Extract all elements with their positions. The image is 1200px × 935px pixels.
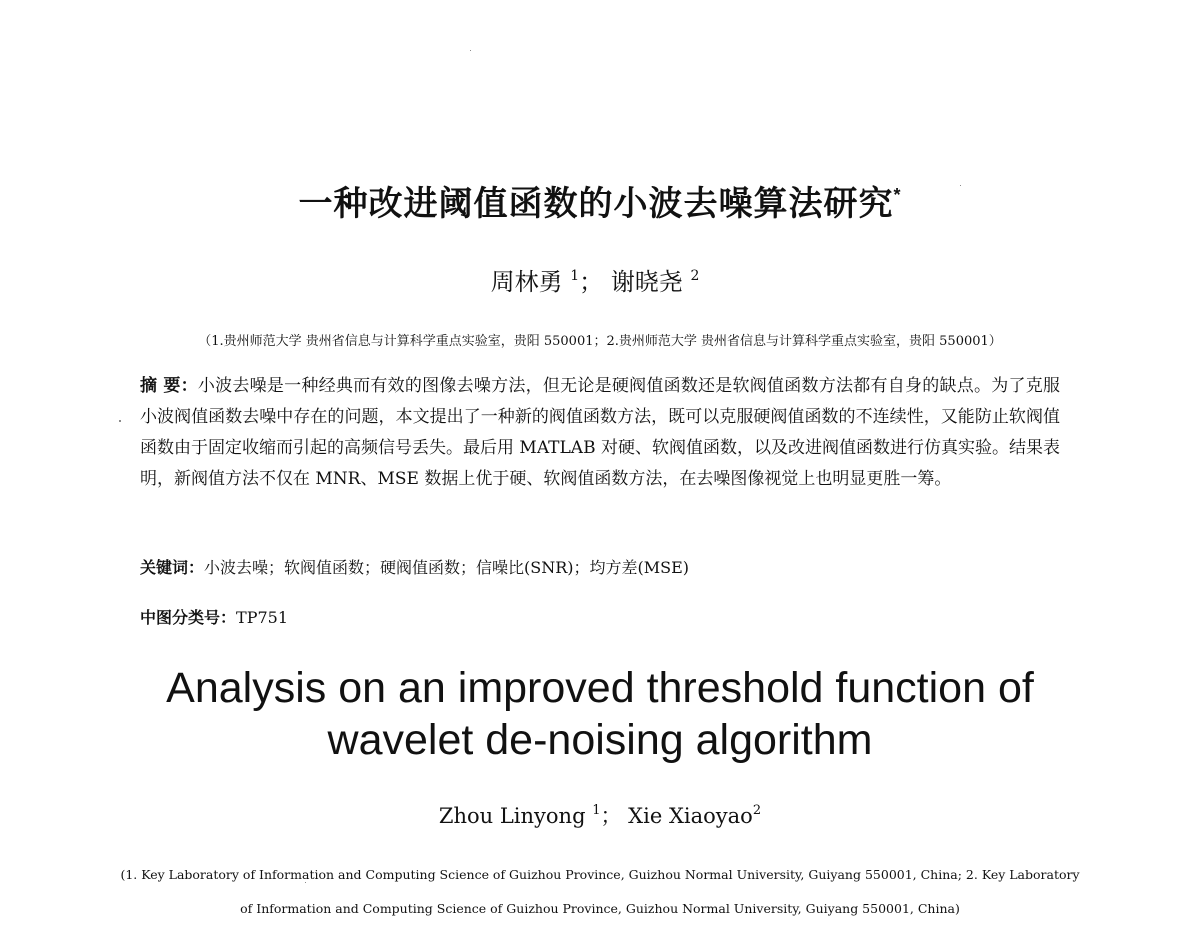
en-affiliation: [100, 858, 1100, 926]
cn-title-text: 一种改进阈值函数的小波去噪算法研究: [298, 185, 894, 223]
scan-speck: [960, 185, 961, 186]
cn-affiliation: （1.贵州师范大学 贵州省信息与计算科学重点实验室，贵阳 550001；2.贵州师范大学 贵州省信息与计算科学重点实验室，贵阳 550001）: [198, 334, 1002, 349]
cn-abstract: [140, 371, 1060, 495]
en-title-line-1: Analysis on an improved threshold function of: [166, 664, 1034, 712]
cn-title-footnote-mark: *: [893, 185, 902, 205]
cn-author-separator: ；: [579, 268, 604, 296]
cn-abstract-label: 摘 要：: [140, 376, 198, 396]
en-author-separator: ；: [600, 804, 629, 828]
cn-author-2-sup: 2: [690, 268, 700, 284]
cn-classification-value: TP751: [236, 608, 288, 627]
en-affiliation-line-1: (1. Key Laboratory of Information and Computing Science of Guizhou Province, Guizhou Normal University, Guiyang 550001, China; 2. Key Laboratory: [120, 867, 1080, 882]
cn-keywords-text: 小波去噪；软阀值函数；硬阀值函数；信噪比(SNR)；均方差(MSE): [204, 558, 690, 577]
cn-keywords-label: 关键词：: [140, 558, 205, 577]
scan-speck: [119, 420, 121, 422]
en-affiliation-line-2: of Information and Computing Science of Guizhou Province, Guizhou Normal University, Guiyang 550001, China): [240, 901, 960, 916]
en-author-1-sup: 1: [592, 803, 601, 818]
en-author-2: Xie Xiaoyao: [628, 804, 753, 828]
cn-abstract-text: 小波去噪是一种经典而有效的图像去噪方法，但无论是硬阀值函数还是软阀值函数方法都有自身的缺点。为了克服小波阀值函数去噪中存在的问题，本文提出了一种新的阀值函数方法，既可以克服硬阀值函数的不连续性，又能防止软阀值函数由于固定收缩而引起的高频信号丢失。最后用 MATLAB 对硬、软阀值函数，以及改进阀值函数进行仿真实验。结果表明，新阀值方法不仅在 MNR、MSE 数据上优于硬、软阀值函数方法，在去噪图像视觉上也明显更胜一筹。: [140, 376, 1060, 489]
cn-authors: [0, 262, 1190, 297]
en-author-2-sup: 2: [752, 803, 762, 818]
cn-keywords: [140, 555, 1060, 578]
scan-speck: [305, 882, 306, 883]
cn-classification-label: 中图分类号：: [140, 608, 237, 627]
en-title-line-2: wavelet de-noising algorithm: [327, 716, 873, 764]
scan-speck: [470, 50, 471, 51]
cn-author-2: 谢晓尧: [610, 268, 683, 296]
cn-author-1-sup: 1: [570, 268, 580, 284]
cn-title: [0, 176, 1200, 225]
en-author-1: Zhou Linyong: [438, 804, 593, 828]
cn-author-1: 周林勇: [490, 268, 563, 296]
cn-classification: [140, 605, 288, 628]
en-title: [0, 662, 1200, 766]
en-authors: [0, 800, 1200, 830]
